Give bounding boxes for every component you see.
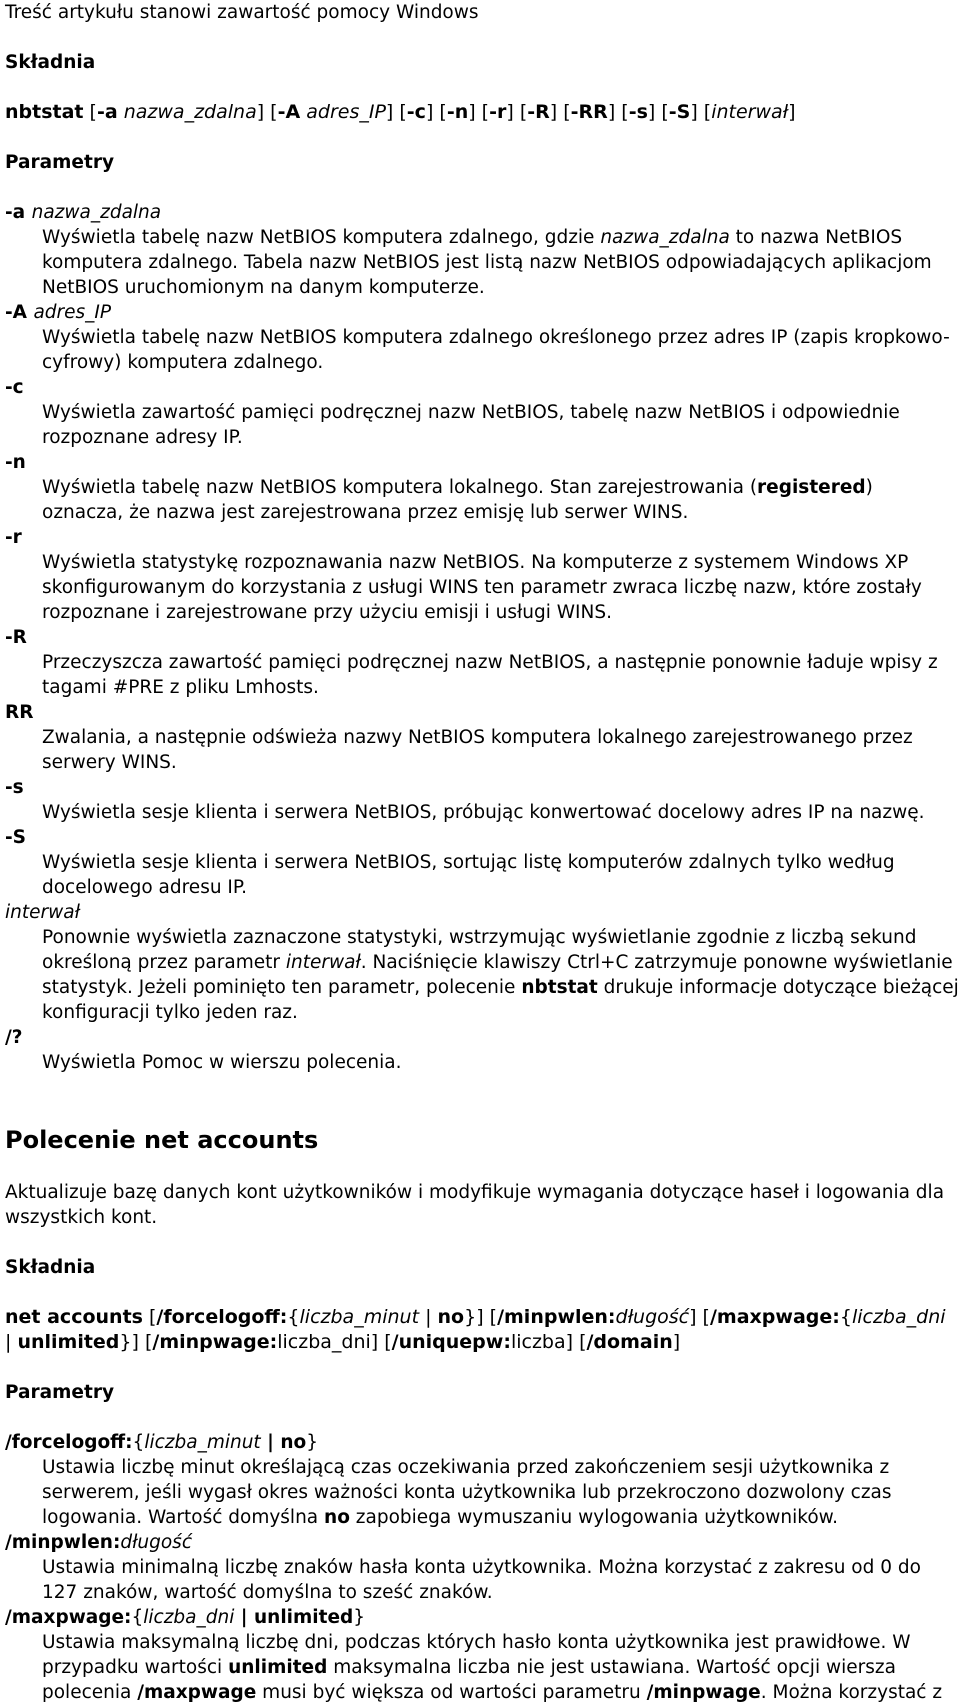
description-line: docelowego adresu IP. — [42, 877, 248, 898]
spacer — [5, 1100, 955, 1125]
description-line: serwery WINS. — [42, 752, 177, 773]
param-flag: -A — [5, 302, 27, 323]
description-line: rozpoznane adresy IP. — [42, 427, 243, 448]
param-arg: adres_IP — [33, 302, 112, 323]
param-description — [42, 550, 955, 625]
nbtstat-params-list — [5, 200, 959, 1075]
param-term — [5, 450, 955, 475]
description-line: przypadku wartości unlimited maksymalna liczba nie jest ustawiana. Wartość opcji wiersza — [42, 1657, 896, 1678]
spacer — [5, 1355, 955, 1380]
net-accounts-params-list — [5, 1430, 955, 1705]
param-term — [5, 700, 955, 725]
param-description — [42, 325, 955, 375]
param-flag: /? — [5, 1027, 23, 1048]
intro-line: Treść artykułu stanowi zawartość pomocy Windows — [5, 2, 479, 23]
spacer — [5, 1155, 955, 1180]
param-description — [42, 1555, 955, 1605]
param-term — [5, 625, 955, 650]
description-line: 127 znaków, wartość domyślna to sześć znaków. — [42, 1582, 493, 1603]
param-flag: -R — [5, 627, 27, 648]
param-description — [42, 925, 959, 1025]
spacer — [5, 1075, 955, 1100]
description-line: Wyświetla tabelę nazw NetBIOS komputera zdalnego, gdzie nazwa_zdalna to nazwa NetBIOS — [42, 227, 903, 248]
param-arg: interwał — [5, 902, 80, 923]
description-line: Wyświetla tabelę nazw NetBIOS komputera zdalnego określonego przez adres IP (zapis kropkowo- — [42, 327, 950, 348]
param-description — [42, 1050, 955, 1075]
param-term — [5, 775, 955, 800]
param-term: /forcelogoff:{liczba_minut | no} — [5, 1432, 318, 1453]
description-line: oznacza, że nazwa jest zarejestrowana przez emisję lub serwer WINS. — [42, 502, 689, 523]
description-line: Wyświetla statystykę rozpoznawania nazw NetBIOS. Na komputerze z systemem Windows XP — [42, 552, 909, 573]
intro-text-line: wszystkich kont. — [5, 1207, 158, 1228]
param-description — [42, 1455, 955, 1530]
param-term: /minpwlen:długość — [5, 1532, 192, 1553]
description-line: serwerem, jeśli wygasł okres ważności konta użytkownika lub przekroczono dozwolony czas — [42, 1482, 892, 1503]
syntax-line: net accounts [/forcelogoff:{liczba_minut | no}] [/minpwlen:długość] [/maxpwage:{liczba_dni — [5, 1306, 946, 1328]
param-term — [5, 900, 955, 925]
param-term — [5, 525, 955, 550]
param-description — [42, 475, 955, 525]
description-line: polecenia /maxpwage musi być większa od wartości parametru /minpwage. Można korzystać z — [42, 1682, 943, 1703]
description-line: Wyświetla sesje klienta i serwera NetBIOS, sortując listę komputerów zdalnych tylko według — [42, 852, 895, 873]
description-line: Zwalania, a następnie odświeża nazwy NetBIOS komputera lokalnego zarejestrowanego przez — [42, 727, 913, 748]
spacer — [5, 125, 955, 150]
nbtstat-syntax: nbtstat [-a nazwa_zdalna] [-A adres_IP] [-c] [-n] [-r] [-R] [-RR] [-s] [-S] [interwał] — [5, 101, 796, 123]
param-term: /maxpwage:{liczba_dni | unlimited} — [5, 1607, 366, 1628]
net-accounts-title: Polecenie net accounts — [5, 1126, 319, 1154]
description-line: statystyk. Jeżeli pominięto ten parametr, polecenie nbtstat drukuje informacje dotyczące bieżącej — [42, 977, 959, 998]
spacer — [5, 1405, 955, 1430]
syntax-heading: Składnia — [5, 52, 96, 73]
spacer — [5, 25, 955, 50]
net-accounts-syntax — [5, 1305, 955, 1355]
param-flag: -a — [5, 202, 26, 223]
param-arg: nazwa_zdalna — [31, 202, 162, 223]
param-term — [5, 375, 955, 400]
param-description — [42, 650, 955, 700]
param-description — [42, 725, 955, 775]
description-line: Ponownie wyświetla zaznaczone statystyki, wstrzymując wyświetlanie zgodnie z liczbą sekund — [42, 927, 917, 948]
param-term — [5, 1025, 955, 1050]
param-description — [42, 225, 955, 300]
na-params-heading: Parametry — [5, 1382, 115, 1403]
description-line: logowania. Wartość domyślna no zapobiega wymuszaniu wylogowania użytkowników. — [42, 1507, 838, 1528]
description-line: konfiguracji tylko jeden raz. — [42, 1002, 298, 1023]
param-description — [42, 800, 955, 825]
syntax-line: | unlimited}] [/minpwage:liczba_dni] [/uniquepw:liczba] [/domain] — [5, 1331, 681, 1353]
net-accounts-intro — [5, 1180, 955, 1230]
description-line: Ustawia maksymalną liczbę dni, podczas których hasło konta użytkownika jest prawidłowe. W — [42, 1632, 911, 1653]
description-line: Wyświetla tabelę nazw NetBIOS komputera lokalnego. Stan zarejestrowania (registered) — [42, 477, 873, 498]
intro-text-line: Aktualizuje bazę danych kont użytkowników i modyfikuje wymagania dotyczące haseł i logowania dla — [5, 1182, 945, 1203]
description-line: Ustawia liczbę minut określającą czas oczekiwania przed zakończeniem sesji użytkownika z — [42, 1457, 890, 1478]
param-term — [5, 825, 955, 850]
description-line: Wyświetla sesje klienta i serwera NetBIOS, próbując konwertować docelowy adres IP na nazwę. — [42, 802, 925, 823]
param-flag: RR — [5, 702, 34, 723]
spacer — [5, 175, 955, 200]
param-flag: -S — [5, 827, 27, 848]
description-line: skonfigurowanym do korzystania z usługi WINS ten parametr zwraca liczbę nazw, które zostały — [42, 577, 922, 598]
description-line: Wyświetla Pomoc w wierszu polecenia. — [42, 1052, 402, 1073]
description-line: rozpoznane i zarejestrowane przy użyciu emisji i usługi WINS. — [42, 602, 612, 623]
description-line: Przeczyszcza zawartość pamięci podręcznej nazw NetBIOS, a następnie ponownie ładuje wpisy z — [42, 652, 938, 673]
param-description — [42, 400, 955, 450]
description-line: określoną przez parametr interwał. Naciśnięcie klawiszy Ctrl+C zatrzymuje ponowne wyświetlanie — [42, 952, 953, 973]
description-line: NetBIOS uruchomionym na danym komputerze. — [42, 277, 485, 298]
description-line: Wyświetla zawartość pamięci podręcznej nazw NetBIOS, tabelę nazw NetBIOS i odpowiednie — [42, 402, 900, 423]
param-description — [42, 1630, 955, 1705]
spacer — [5, 75, 955, 100]
description-line: tagami #PRE z pliku Lmhosts. — [42, 677, 319, 698]
param-flag: -s — [5, 777, 24, 798]
param-term — [5, 300, 955, 325]
spacer — [5, 1230, 955, 1255]
param-flag: -n — [5, 452, 26, 473]
na-syntax-heading: Składnia — [5, 1257, 96, 1278]
param-description — [42, 850, 955, 900]
description-line: komputera zdalnego. Tabela nazw NetBIOS jest listą nazw NetBIOS odpowiadających aplikacjom — [42, 252, 932, 273]
description-line: Ustawia minimalną liczbę znaków hasła konta użytkownika. Można korzystać z zakresu od 0 do — [42, 1557, 921, 1578]
param-term — [5, 200, 955, 225]
param-flag: -c — [5, 377, 24, 398]
spacer — [5, 1280, 955, 1305]
params-heading: Parametry — [5, 152, 115, 173]
param-flag: -r — [5, 527, 22, 548]
description-line: cyfrowy) komputera zdalnego. — [42, 352, 324, 373]
